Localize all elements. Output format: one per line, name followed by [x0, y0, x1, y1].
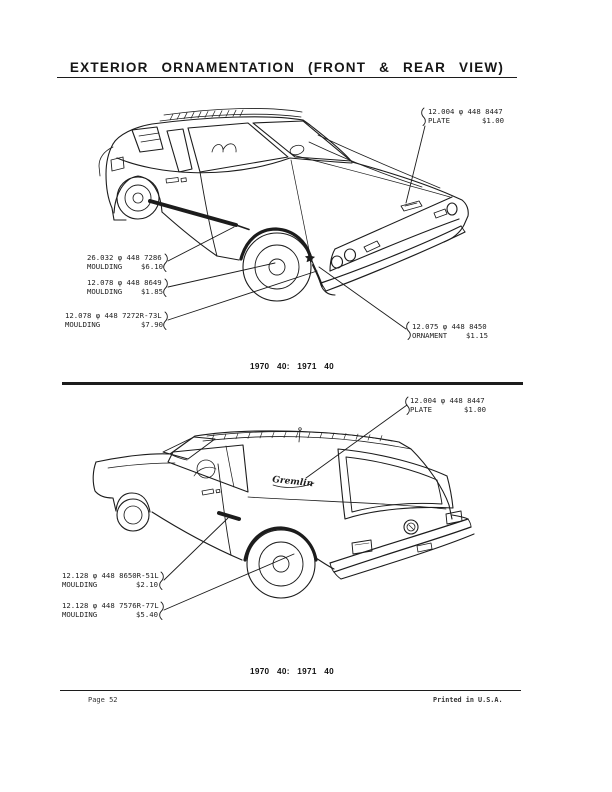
door-handle: [166, 178, 186, 184]
taillight-left: [352, 540, 372, 554]
callout-rear-moulding-8650: 12.128 φ 448 8650R-51L MOULDING $2.10: [62, 571, 159, 590]
leader-front-plate: [406, 126, 425, 203]
front-view-caption: 1970 40: 1971 40: [250, 362, 334, 371]
callout-front-ornament-8450: 12.075 φ 448 8450 ORNAMENT $1.15: [412, 322, 488, 341]
front-view-drawing: [99, 108, 468, 301]
quarter-window: [167, 129, 192, 172]
rear-view-caption: 1970 40: 1971 40: [250, 667, 334, 676]
rear-wheel-lip-moulding: [245, 528, 316, 560]
callout-front-moulding-7272: 12.078 φ 448 7272R-73L MOULDING $7.90: [65, 311, 163, 330]
hood-plate: [401, 201, 422, 211]
page-title: EXTERIOR ORNAMENTATION (FRONT & REAR VIEW): [69, 60, 505, 75]
headlight-far: [447, 203, 457, 215]
fender-ornament: [305, 253, 314, 262]
leader-rear-plate: [306, 405, 407, 478]
section-divider-rule: [62, 382, 523, 385]
callout-front-plate: 12.004 φ 448 8447 PLATE $1.00: [428, 107, 504, 126]
door-handle: [202, 489, 220, 495]
door-window: [188, 123, 288, 172]
rear-hatch-glass: [346, 457, 442, 512]
quarter-stripe-moulding: [219, 513, 239, 519]
door-window: [168, 445, 248, 492]
marker-lamp-far: [434, 209, 447, 218]
headlight-near-inner: [345, 249, 356, 261]
taillight: [111, 157, 124, 171]
callout-front-moulding-7286: 26.032 φ 448 7286 MOULDING $6.10: [87, 253, 163, 272]
leader-rear-7576: [164, 554, 294, 610]
windshield: [253, 121, 351, 161]
gremlin-nameplate: Gremlin: [271, 475, 314, 490]
leader-front-8649: [168, 263, 275, 287]
page-number: Page 52: [88, 696, 118, 704]
footer-rule: [60, 690, 521, 691]
callout-rear-plate: 12.004 φ 448 8447 PLATE $1.00: [410, 396, 486, 415]
callout-rear-moulding-7576: 12.128 φ 448 7576R-77L MOULDING $5.40: [62, 601, 159, 620]
callout-front-moulding-8649: 12.078 φ 448 8649 MOULDING $1.85: [87, 278, 163, 297]
headlight-near-outer: [332, 256, 343, 268]
printed-in-usa: Printed in U.S.A.: [433, 696, 503, 704]
leader-front-7286: [168, 227, 234, 261]
